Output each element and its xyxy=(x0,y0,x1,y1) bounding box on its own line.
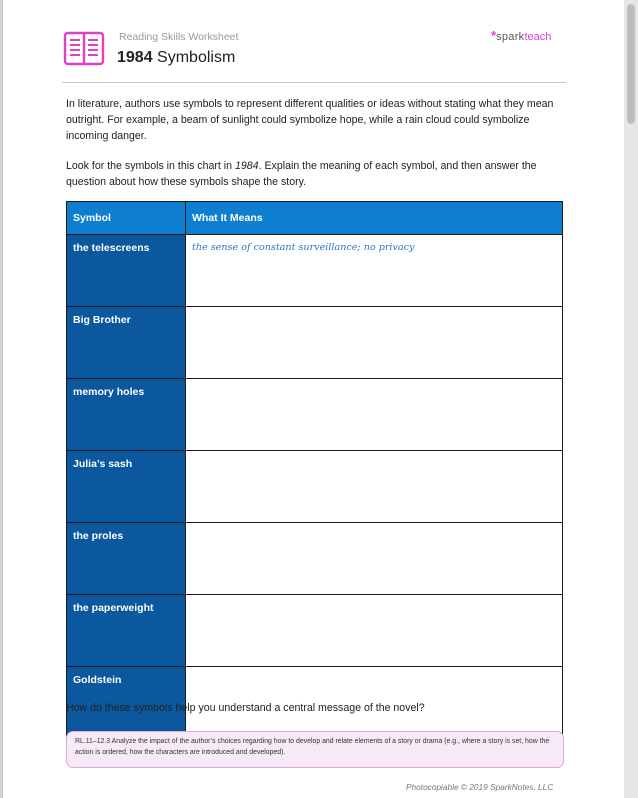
title-text: Symbolism xyxy=(157,49,236,66)
meaning-cell[interactable] xyxy=(186,307,563,379)
symbol-cell: Julia’s sash xyxy=(67,451,186,523)
copyright-footer: Photocopiable © 2019 SparkNotes, LLC xyxy=(406,782,554,792)
table-row xyxy=(67,307,563,379)
meaning-cell[interactable] xyxy=(186,451,563,523)
header-divider xyxy=(62,82,566,83)
book-icon xyxy=(62,28,106,68)
instructions-before: Look for the symbols in this chart in xyxy=(66,160,235,172)
intro-paragraph: In literature, authors use symbols to represent different qualities or ideas without stating what they mean outright. For example, a beam of sunlight could symbolize hope, while a rain cloud could symbolize incoming danger. xyxy=(66,98,554,142)
symbol-column-header: Symbol xyxy=(67,202,186,235)
title-number: 1984 xyxy=(117,49,153,66)
brand-star: * xyxy=(491,28,497,43)
table-row xyxy=(67,451,563,523)
brand-spark: spark xyxy=(496,31,525,43)
symbol-cell: Goldstein xyxy=(67,667,186,739)
symbol-cell: Big Brother xyxy=(67,307,186,379)
book-title: 1984 xyxy=(235,160,259,172)
meaning-column-header: What It Means xyxy=(186,202,563,235)
meaning-cell[interactable]: the sense of constant surveillance; no privacy xyxy=(186,235,563,307)
meaning-cell[interactable] xyxy=(186,523,563,595)
table-row xyxy=(67,523,563,595)
symbol-cell: the paperweight xyxy=(67,595,186,667)
vertical-scrollbar[interactable] xyxy=(624,0,638,798)
meaning-cell[interactable] xyxy=(186,379,563,451)
symbol-cell: memory holes xyxy=(67,379,186,451)
page-title xyxy=(117,49,235,67)
symbol-cell: the telescreens xyxy=(67,235,186,307)
symbol-cell: the proles xyxy=(67,523,186,595)
table-row xyxy=(67,235,563,307)
brand-teach: teach xyxy=(524,31,552,43)
table-header-row xyxy=(67,202,563,235)
worksheet-subtitle: Reading Skills Worksheet xyxy=(119,31,239,43)
worksheet-page xyxy=(3,0,624,798)
table-row xyxy=(67,595,563,667)
instructions-paragraph xyxy=(66,158,566,190)
symbol-table xyxy=(66,201,563,739)
meaning-cell[interactable] xyxy=(186,595,563,667)
scrollbar-thumb[interactable] xyxy=(627,4,635,124)
central-message-question: How do these symbols help you understand a central message of the novel? xyxy=(66,702,425,714)
instructions-after: . Explain the meaning of each symbol, and then answer the question about how these symbols shape the story. xyxy=(66,160,537,188)
table-row xyxy=(67,379,563,451)
sparkteach-logo xyxy=(491,28,551,43)
standard-box: RL.11–12.3 Analyze the impact of the author’s choices regarding how to develop and relate elements of a story or drama (e.g., where a story is set, how the action is ordered, how the characters are introduced and developed). xyxy=(66,731,564,768)
